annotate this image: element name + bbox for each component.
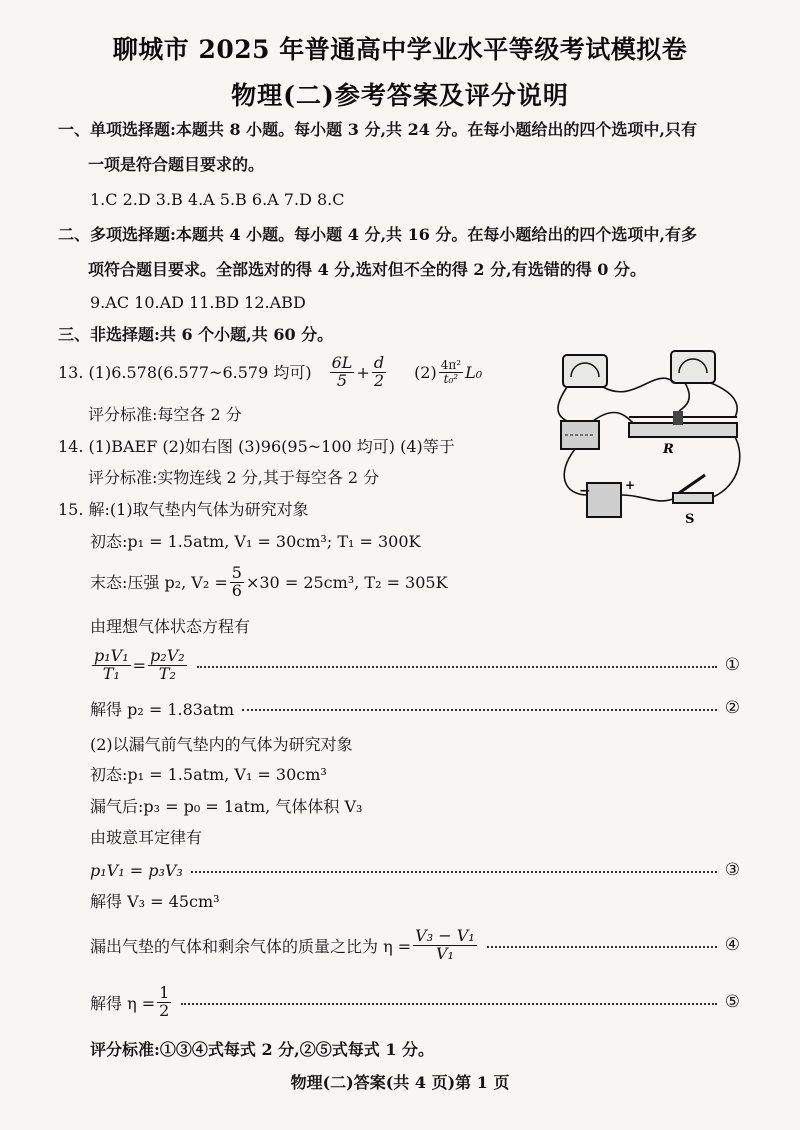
q15-initial-state-1: 初态:p₁ = 1.5atm, V₁ = 30cm³; T₁ = 300K: [90, 532, 421, 551]
switch-icon: [673, 493, 713, 503]
q15-eq1-equals: =: [132, 655, 147, 675]
section1-answers: 1.C 2.D 3.B 4.A 5.B 6.A 7.D 8.C: [90, 190, 345, 209]
q15-equation-1: [90, 645, 740, 685]
q13-part2: (2): [414, 362, 437, 382]
q15-sol5-num: 1: [159, 982, 170, 1002]
q15-sol1-text: 解得 p₂ = 1.83atm: [90, 699, 235, 719]
q15-eq1-num-left: p₁V₁: [94, 645, 129, 665]
q15-eq3-text: p₁V₁ = p₃V₃: [90, 860, 183, 880]
section1-heading-line1: 一、单项选择题:本题共 8 小题。每小题 3 分,共 24 分。在每小题给出的四个选项中,只有: [58, 120, 698, 139]
q13-f1-num: 6L: [331, 353, 353, 372]
q15-solution-p2: [90, 688, 740, 728]
equation-marker-3: ③: [724, 860, 740, 880]
q13-f2-den: 2: [373, 370, 385, 390]
q15-sol5-den: 2: [159, 1000, 170, 1020]
q15-final-pre: 末态:压强 p₂, V₂ =: [90, 572, 228, 592]
section3-heading: 三、非选择题:共 6 个小题,共 60 分。: [58, 325, 334, 344]
q13-f2-num: d: [373, 353, 385, 372]
rheostat-label: R: [663, 442, 674, 457]
section2-heading-line2: 项符合题目要求。全部选对的得 4 分,选对但不全的得 2 分,有选错的得 0 分。: [88, 260, 646, 279]
q15-initial-state-2: 初态:p₁ = 1.5atm, V₁ = 30cm³: [90, 765, 327, 784]
q13-grading: 评分标准:每空各 2 分: [88, 405, 242, 424]
leader-dots: [191, 871, 717, 873]
q15-ratio-fraction: [413, 925, 477, 963]
ammeter-icon: [563, 355, 607, 387]
q15-grading: 评分标准:①③④式每式 2 分,②⑤式每式 1 分。: [90, 1040, 435, 1059]
q15-final-fraction: [230, 565, 244, 600]
q13-f1-den: 5: [336, 370, 348, 390]
voltmeter-icon: [671, 351, 715, 383]
q15-ratio-text: 漏出气垫的气体和剩余气体的质量之比为 η =: [90, 936, 412, 956]
rheostat-icon: [629, 423, 737, 437]
q15-eq1-left: [92, 645, 131, 683]
q15-equation-3: [90, 850, 740, 890]
q15-ratio-den: V₁: [435, 943, 454, 963]
q15-eq1-den-left: T₁: [102, 663, 120, 683]
q15-law-boyle: 由玻意耳定律有: [90, 828, 203, 847]
q15-part2-heading: (2)以漏气前气垫内的气体为研究对象: [90, 735, 353, 754]
equation-marker-2: ②: [724, 698, 740, 718]
q13-fraction-d2: [372, 355, 386, 390]
q15-sol5-text: 解得 η =: [90, 993, 156, 1013]
document-subtitle: 物理(二)参考答案及评分说明: [231, 81, 569, 110]
q15-equation-4: [90, 925, 740, 965]
q15-final-fnum: 5: [231, 563, 242, 582]
q15-heading: 15. 解:(1)取气垫内气体为研究对象: [58, 500, 309, 519]
equation-marker-4: ④: [724, 935, 740, 955]
q13-part2-tail: L₀: [465, 362, 483, 382]
equation-marker-5: ⑤: [724, 992, 740, 1012]
q15-eq1-num-right: p₂V₂: [150, 645, 185, 665]
leader-dots: [487, 946, 717, 948]
q15-law-ideal-gas: 由理想气体状态方程有: [90, 617, 251, 636]
q13-fraction-4pi2: [439, 359, 463, 385]
q15-after-leak: 漏气后:p₃ = p₀ = 1atm, 气体体积 V₃: [90, 797, 363, 816]
q15-eq1-den-right: T₂: [158, 663, 176, 683]
q13-f3-num: 4π²: [440, 358, 462, 373]
q15-final-state: [90, 565, 448, 600]
circuit-diagram: [545, 345, 745, 530]
q15-final-fden: 6: [231, 580, 242, 600]
q15-final-post: ×30 = 25cm³, T₂ = 305K: [245, 572, 448, 592]
q13-f3-den: t₀²: [443, 371, 459, 386]
battery-icon: [587, 483, 621, 517]
equation-marker-1: ①: [724, 655, 740, 675]
q15-solution-v3: 解得 V₃ = 45cm³: [90, 892, 220, 911]
q13-answer: [58, 355, 482, 390]
leader-dots: [197, 666, 717, 668]
section2-heading-line1: 二、多项选择题:本题共 4 小题。每小题 4 分,共 16 分。在每小题给出的四个选项中,有多: [58, 225, 698, 244]
battery-minus-label: −: [579, 483, 591, 499]
section1-heading-line2: 一项是符合题目要求的。: [88, 155, 265, 174]
switch-label: S: [685, 512, 695, 527]
q15-eq1-right: [148, 645, 187, 683]
leader-dots: [181, 1003, 716, 1005]
q14-answer: 14. (1)BAEF (2)如右图 (3)96(95~100 均可) (4)等于: [58, 437, 455, 456]
document-title: 聊城市 2025 年普通高中学业水平等级考试模拟卷: [112, 35, 688, 64]
q13-part1: 13. (1)6.578(6.577~6.579 均可): [58, 362, 312, 382]
q15-equation-5: [90, 982, 740, 1022]
q13-plus: +: [356, 362, 370, 382]
page-footer: 物理(二)答案(共 4 页)第 1 页: [290, 1073, 510, 1092]
battery-plus-label: +: [625, 478, 636, 492]
leader-dots: [242, 709, 717, 711]
section2-answers: 9.AC 10.AD 11.BD 12.ABD: [90, 293, 306, 312]
q14-grading: 评分标准:实物连线 2 分,其于每空各 2 分: [88, 468, 380, 487]
q15-ratio-num: V₃ − V₁: [415, 925, 475, 945]
q13-fraction-6l5: [330, 355, 355, 390]
q15-sol5-fraction: [157, 982, 171, 1020]
